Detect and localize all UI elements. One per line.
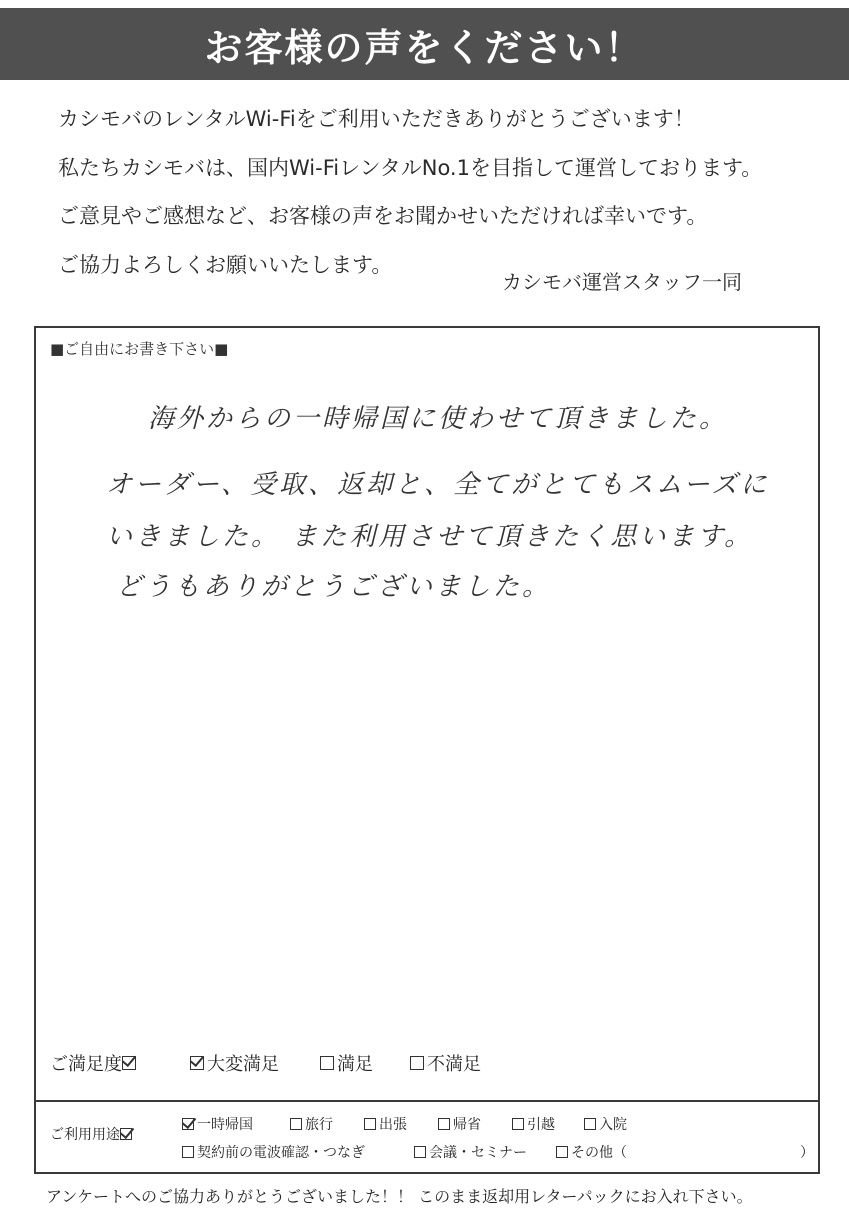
usage-option-moving[interactable] [512,1114,555,1134]
usage-option-temporary-return[interactable] [182,1114,253,1134]
checkbox-icon[interactable] [182,1118,194,1130]
checkbox-icon[interactable] [556,1146,568,1158]
footer-note: アンケートへのご協力ありがとうございました！！ このまま返却用レターパックにお入れ下さい。 [46,1187,753,1206]
usage-option-other[interactable] [556,1142,627,1162]
usage-option-meeting-seminar[interactable] [414,1142,527,1162]
satisfaction-label: ご満足度 [50,1054,122,1075]
checkbox-icon[interactable] [364,1118,376,1130]
handwritten-line: いきました。 また利用させて頂きたく思います。 [106,522,754,552]
option-label: 出張 [379,1117,407,1133]
option-label: 満足 [337,1054,373,1075]
handwritten-line: どうもありがとうございました。 [116,572,552,602]
option-label: その他（ [571,1145,627,1161]
satisfaction-option-very-satisfied[interactable] [190,1050,279,1076]
checkbox-icon[interactable] [438,1118,450,1130]
usage-option-hospital[interactable] [584,1114,627,1134]
checkbox-icon[interactable] [512,1118,524,1130]
intro-line: カシモバのレンタルWi-Fiをご利用いただきありがとうございます！ [58,107,695,131]
satisfaction-option-unsatisfied[interactable] [410,1050,481,1076]
intro-line: ご意見やご感想など、お客様の声をお聞かせいただければ幸いです。 [58,204,708,228]
usage-option-business-trip[interactable] [364,1114,407,1134]
option-label: 一時帰国 [197,1117,253,1133]
checkbox-icon[interactable] [414,1146,426,1158]
handwritten-line: オーダー、受取、返却と、全てがとてもスムーズに [106,470,770,500]
usage-label-group [50,1124,135,1144]
option-label: 入院 [599,1117,627,1133]
option-label: 契約前の電波確認・つなぎ [197,1145,365,1161]
option-label: 会議・セミナー [429,1145,527,1161]
intro-line: 私たちカシモバは、国内Wi-FiレンタルNo.1を目指して運営しております。 [58,155,763,180]
option-label: 不満足 [427,1054,481,1075]
usage-option-travel[interactable] [290,1114,333,1134]
staff-signature: カシモバ運営スタッフ一同 [502,270,742,294]
option-label: 引越 [527,1117,555,1133]
checkbox-icon[interactable] [290,1118,302,1130]
page-title: お客様の声をください！ [204,25,645,70]
usage-option-signal-check[interactable] [182,1142,365,1162]
checkbox-icon[interactable] [320,1056,334,1070]
usage-option-homecoming[interactable] [438,1114,481,1134]
usage-label: ご利用用途 [50,1127,120,1143]
checkbox-icon[interactable] [410,1056,424,1070]
section-divider [36,1100,818,1102]
satisfaction-row [50,1050,810,1082]
title-banner [0,8,849,80]
satisfaction-option-satisfied[interactable] [320,1050,373,1076]
satisfaction-label-checkbox [122,1056,136,1070]
option-label: 大変満足 [207,1054,279,1075]
checkbox-icon[interactable] [584,1118,596,1130]
free-comment-label: ■ご自由にお書き下さい■ [50,340,229,358]
other-close-paren: ） [800,1145,814,1161]
checkbox-icon[interactable] [190,1056,204,1070]
option-label: 帰省 [453,1117,481,1133]
intro-line: ご協力よろしくお願いいたします。 [58,252,393,277]
handwritten-line: 海外からの一時帰国に使わせて頂きました。 [148,404,729,434]
checkbox-icon[interactable] [182,1146,194,1158]
option-label: 旅行 [305,1117,333,1133]
usage-label-checkbox [120,1128,132,1140]
survey-form [34,326,820,1174]
